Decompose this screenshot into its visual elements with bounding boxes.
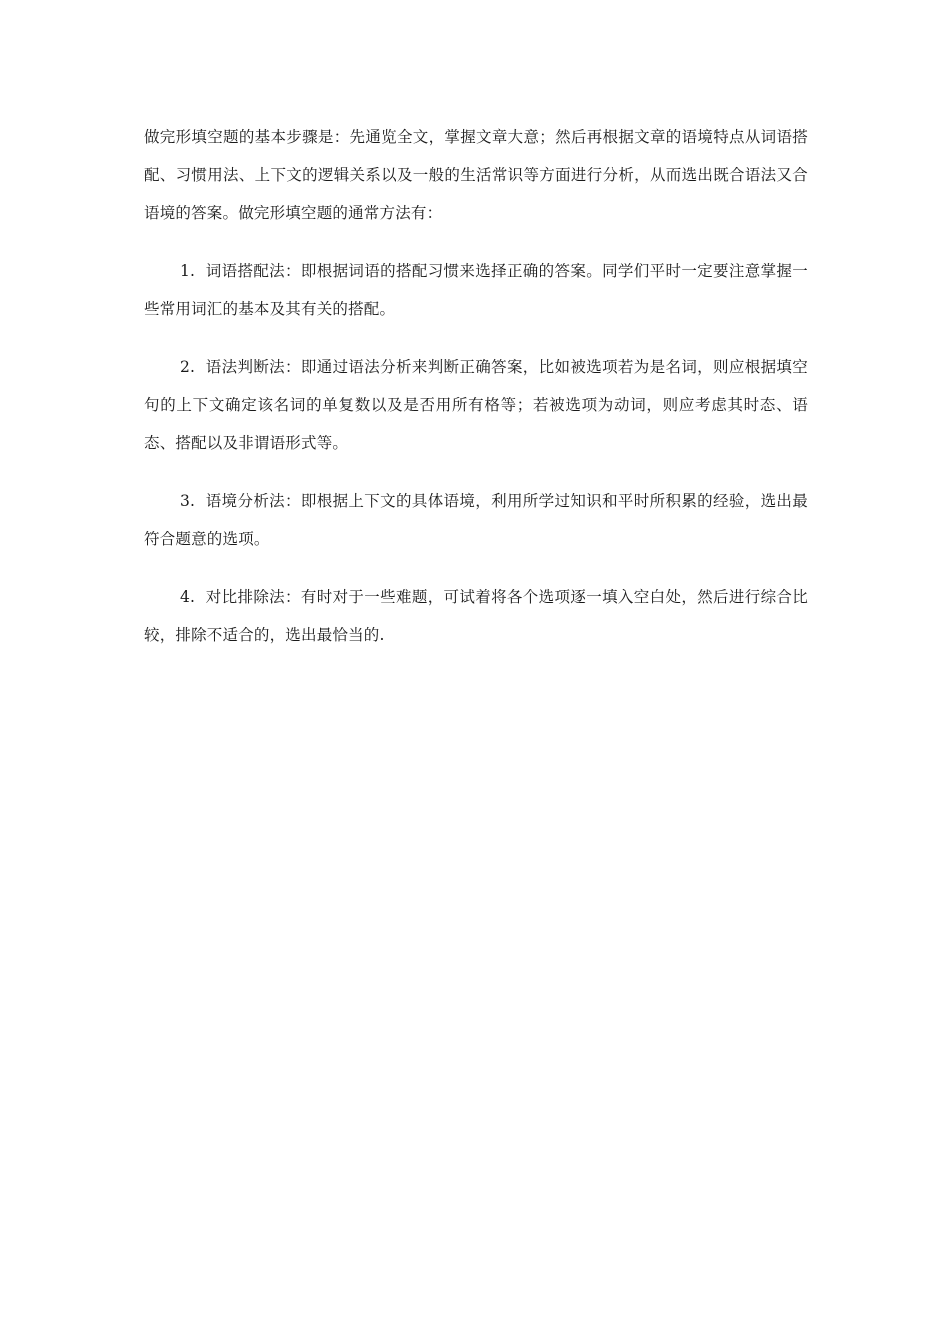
- document-body: [144, 118, 808, 674]
- method-number: 3.: [180, 492, 196, 510]
- method-number: 2.: [180, 358, 196, 376]
- method-item-2: [144, 348, 808, 462]
- method-text: 词语搭配法：即根据词语的搭配习惯来选择正确的答案。同学们平时一定要注意掌握一些常用词汇的基本及其有关的搭配。: [144, 262, 808, 318]
- method-number: 4.: [180, 588, 196, 606]
- method-text: 语法判断法：即通过语法分析来判断正确答案，比如被选项若为是名词，则应根据填空句的上下文确定该名词的单复数以及是否用所有格等；若被选项为动词，则应考虑其时态、语态、搭配以及非谓语形式等。: [144, 358, 808, 452]
- method-text: 语境分析法：即根据上下文的具体语境，利用所学过知识和平时所积累的经验，选出最符合题意的选项。: [144, 492, 808, 548]
- method-item-3: [144, 482, 808, 558]
- method-text: 对比排除法：有时对于一些难题，可试着将各个选项逐一填入空白处，然后进行综合比较，排除不适合的，选出最恰当的.: [144, 588, 808, 644]
- intro-paragraph: 做完形填空题的基本步骤是：先通览全文，掌握文章大意；然后再根据文章的语境特点从词语搭配、习惯用法、上下文的逻辑关系以及一般的生活常识等方面进行分析，从而选出既合语法又合语境的答案。做完形填空题的通常方法有：: [144, 128, 808, 222]
- method-item-1: [144, 252, 808, 328]
- method-item-4: [144, 578, 808, 654]
- method-number: 1.: [180, 262, 196, 280]
